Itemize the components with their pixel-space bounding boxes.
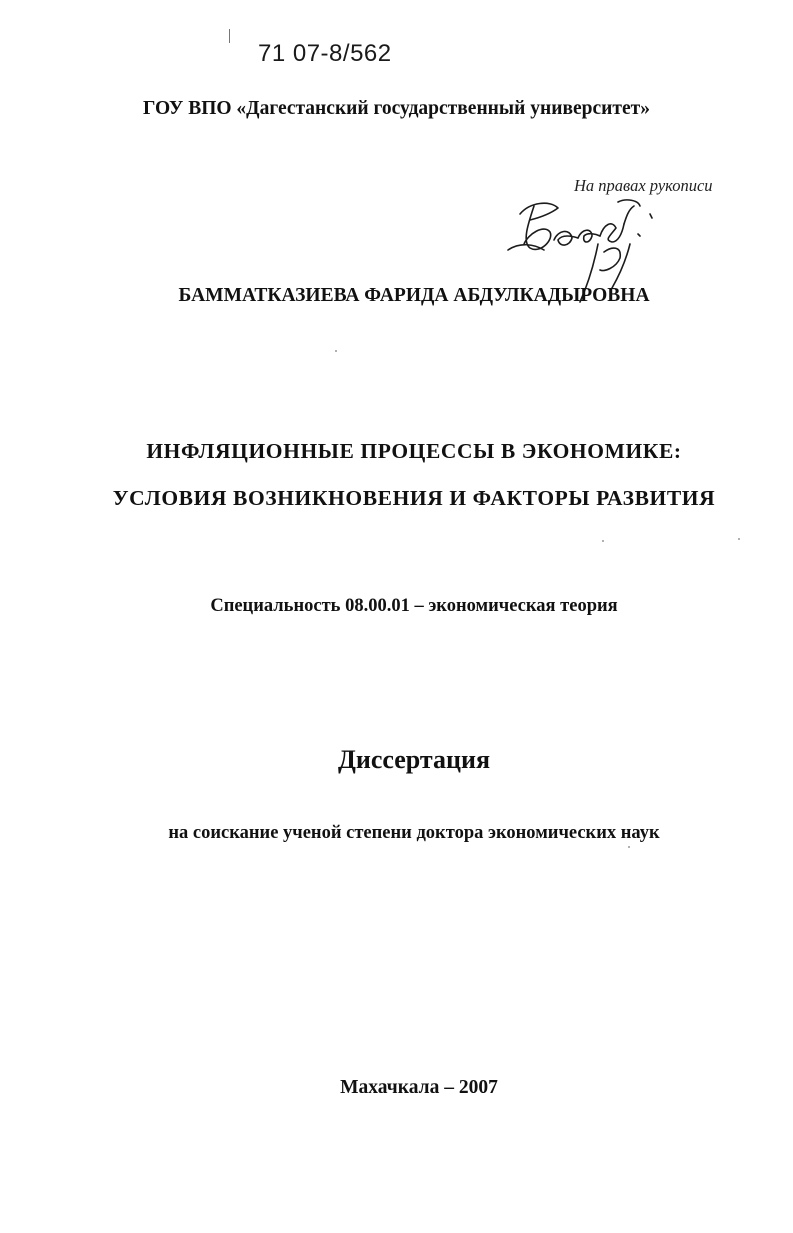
archive-number: 71 07-8/562 (258, 40, 392, 67)
specialty-line: Специальность 08.00.01 – экономическая теория (210, 596, 618, 616)
author-signature (500, 184, 670, 334)
title-line-1: ИНФЛЯЦИОННЫЕ ПРОЦЕССЫ В ЭКОНОМИКЕ: (146, 439, 682, 463)
degree-line: на соискание ученой степени доктора экономических наук (168, 823, 660, 843)
scan-speck (738, 538, 740, 540)
document-type: Диссертация (337, 745, 491, 774)
place-and-year: Махачкала – 2007 (340, 1077, 498, 1098)
scan-speck (602, 540, 604, 542)
margin-mark (229, 29, 230, 43)
dissertation-title (0, 428, 793, 522)
manuscript-note: На правах рукописи (574, 176, 713, 195)
scan-speck (335, 350, 337, 352)
scan-speck (628, 846, 630, 848)
author-name: БАММАТКАЗИЕВА ФАРИДА АБДУЛКАДЫРОВНА (178, 285, 650, 306)
institution-name: ГОУ ВПО «Дагестанский государственный университет» (143, 98, 650, 119)
title-line-2: УСЛОВИЯ ВОЗНИКНОВЕНИЯ И ФАКТОРЫ РАЗВИТИЯ (112, 486, 716, 510)
